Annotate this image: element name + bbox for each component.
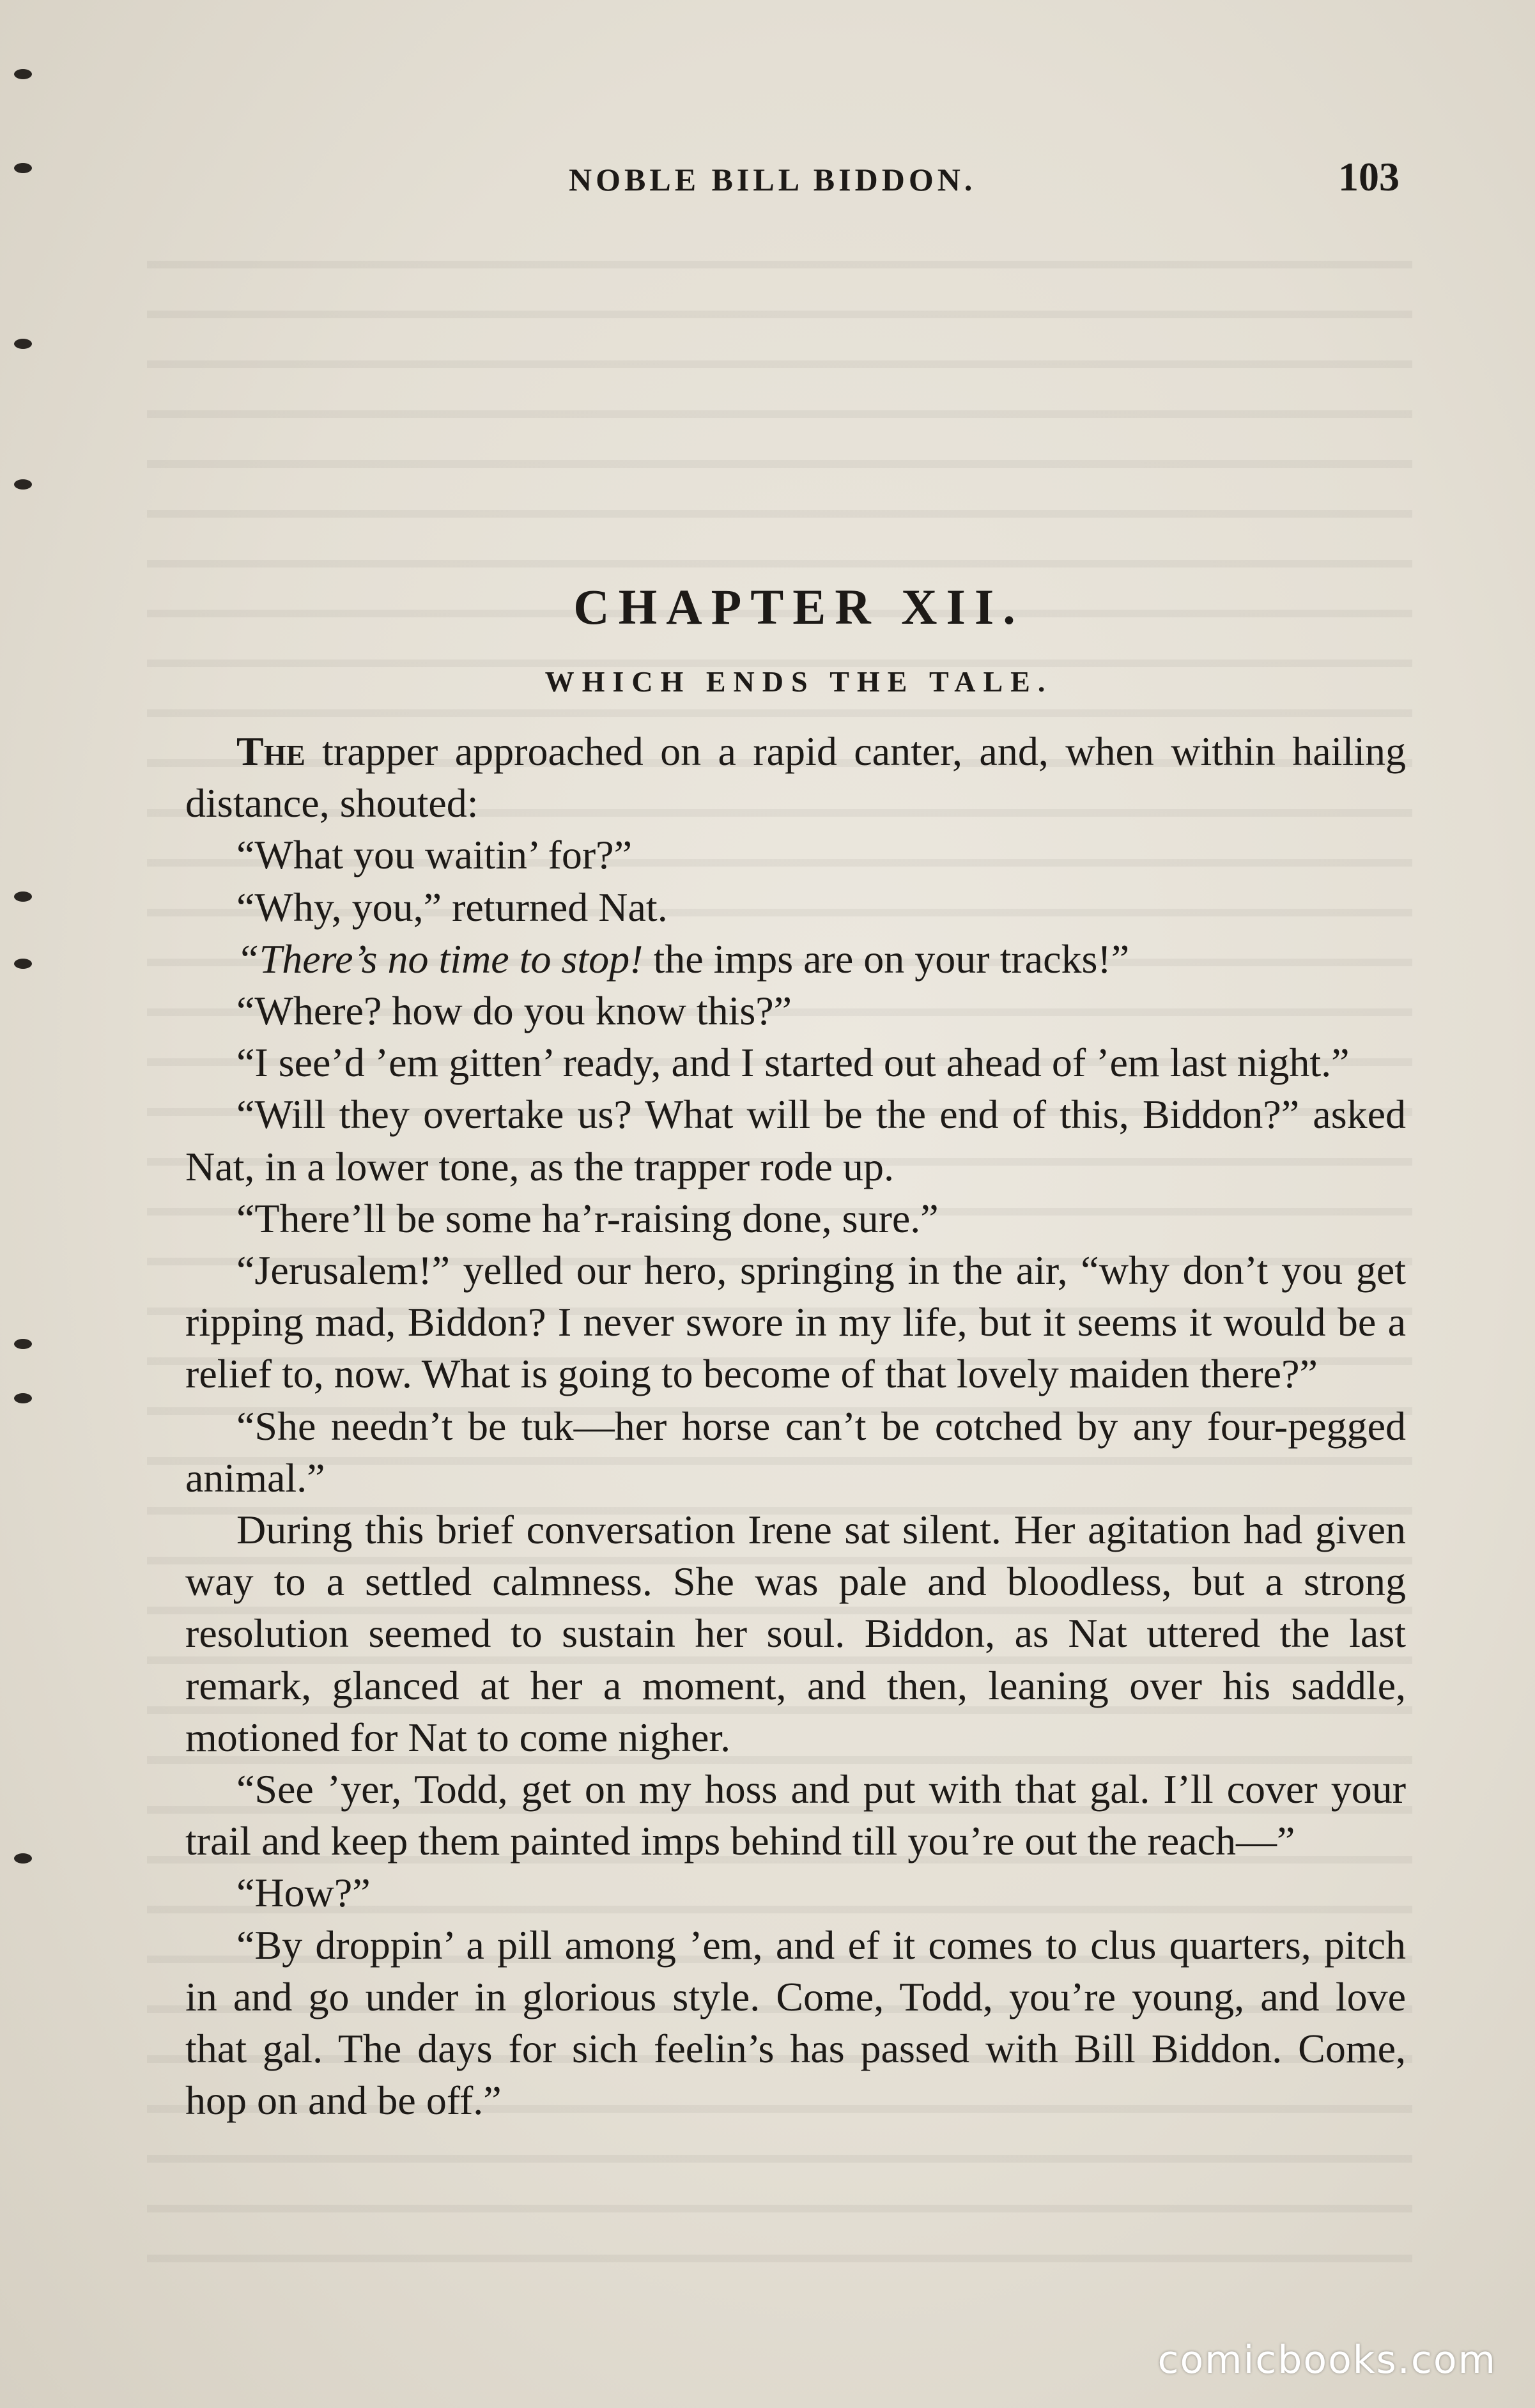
paragraph-text: “Why, you,” returned Nat. bbox=[236, 884, 668, 930]
paragraph-text: “Jerusalem!” yelled our hero, springing in the air, “why don’t you get ripping mad, Biddon? I never swore in my life, but it seems it would be a relief to, now. What is going to become of that lovely maiden there?” bbox=[185, 1247, 1406, 1397]
paragraph-text: “Where? how do you know this?” bbox=[236, 988, 792, 1034]
paragraph bbox=[185, 1919, 1406, 2127]
binding-hole bbox=[14, 163, 32, 173]
paragraph-text: “By droppin’ a pill among ’em, and ef it comes to clus quarters, pitch in and go under in glorious style. Come, Todd, you’re young, and love that gal. The days for sich feelin’s has passed with Bill Biddon. Come, hop on and be off.” bbox=[185, 1922, 1406, 2124]
paragraph bbox=[185, 1244, 1406, 1400]
binding-hole bbox=[14, 339, 32, 349]
paragraph-text: “How?” bbox=[236, 1870, 371, 1916]
binding-hole bbox=[14, 891, 32, 902]
paragraph-italic-text: “There’s no time to stop! bbox=[236, 936, 644, 982]
paragraph bbox=[185, 1192, 1406, 1244]
paragraph bbox=[185, 1088, 1406, 1192]
paragraph bbox=[185, 1400, 1406, 1504]
paragraph-lead-word: The bbox=[236, 729, 305, 774]
watermark: comicbooks.com bbox=[1157, 2338, 1497, 2382]
paragraph-text: “Will they overtake us? What will be the end of this, Biddon?” asked Nat, in a lower tone, as the trapper rode up. bbox=[185, 1092, 1406, 1189]
paragraph-text: During this brief conversation Irene sat silent. Her agitation had given way to a settled calmness. She was pale and bloodless, but a strong resolution seemed to sustain her soul. Biddon, as Nat uttered the last remark, glanced at her a moment, and then, leaning over his saddle, motioned for Nat to come nigher. bbox=[185, 1507, 1406, 1760]
paragraph-text: “I see’d ’em gitten’ ready, and I started out ahead of ’em last night.” bbox=[236, 1040, 1350, 1086]
paragraph-text: trapper approached on a rapid canter, and, when within hailing distance, shouted: bbox=[185, 729, 1406, 826]
running-head bbox=[185, 153, 1400, 205]
paragraph bbox=[185, 1504, 1406, 1763]
binding-hole bbox=[14, 69, 32, 79]
paragraph bbox=[185, 985, 1406, 1037]
paragraph bbox=[185, 1037, 1406, 1088]
binding-hole bbox=[14, 1853, 32, 1864]
chapter-subtitle: WHICH ENDS THE TALE. bbox=[544, 665, 1053, 698]
paragraph bbox=[185, 1763, 1406, 1867]
page-number: 103 bbox=[1338, 154, 1400, 199]
paragraph-text: “What you waitin’ for?” bbox=[236, 832, 632, 878]
binding-hole bbox=[14, 1339, 32, 1349]
paragraph-text: “She needn’t be tuk—her horse can’t be cotched by any four-pegged animal.” bbox=[185, 1403, 1406, 1501]
paragraph-text: “See ’yer, Todd, get on my hoss and put with that gal. I’ll cover your trail and keep them painted imps behind till you’re out the reach—” bbox=[185, 1766, 1406, 1864]
paragraph-text: the imps are on your tracks!” bbox=[643, 936, 1130, 982]
binding-hole bbox=[14, 1393, 32, 1403]
paragraph bbox=[185, 829, 1406, 881]
paragraph bbox=[185, 881, 1406, 933]
body-text bbox=[185, 725, 1406, 2126]
paragraph bbox=[185, 933, 1406, 985]
binding-hole bbox=[14, 959, 32, 969]
binding-hole bbox=[14, 479, 32, 490]
paragraph bbox=[185, 725, 1406, 829]
paragraph bbox=[185, 1867, 1406, 1918]
chapter-heading: CHAPTER XII. bbox=[573, 579, 1024, 635]
running-title: NOBLE BILL BIDDON. bbox=[569, 162, 976, 197]
paragraph-text: “There’ll be some ha’r-raising done, sure.” bbox=[236, 1195, 939, 1241]
